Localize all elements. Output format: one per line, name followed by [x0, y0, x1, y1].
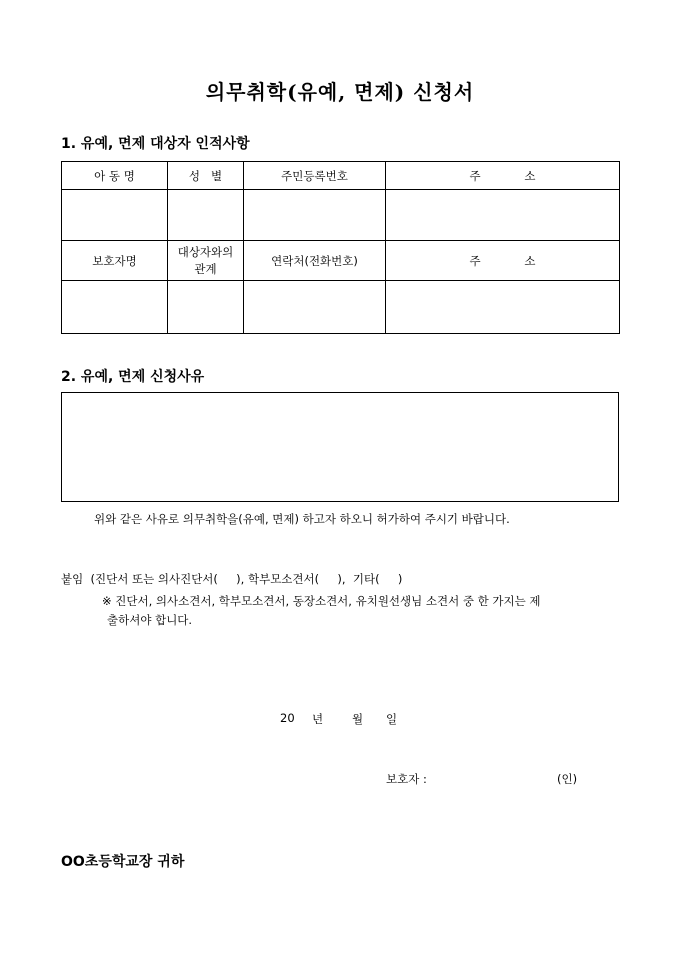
header-child-name: 아 동 명	[62, 162, 168, 190]
attachment-note-line2: 출하셔야 합니다.	[107, 613, 193, 627]
date-month: 월	[352, 712, 364, 726]
gender-cell[interactable]	[168, 190, 244, 241]
child-name-cell[interactable]	[62, 190, 168, 241]
guardian-address-cell[interactable]	[386, 281, 620, 334]
header-resident-number: 주민등록번호	[244, 162, 386, 190]
header-contact: 연락처(전화번호)	[244, 241, 386, 281]
header-relationship-text: 대상자와의 관계	[177, 244, 234, 276]
request-statement: 위와 같은 사유로 의무취학을(유예, 면제) 하고자 하오니 허가하여 주시기 바랍니다.	[94, 512, 510, 526]
table-row	[62, 281, 620, 334]
section1-heading: 1. 유예, 면제 대상자 인적사항	[61, 136, 250, 152]
header-guardian-address: 주 소	[386, 241, 620, 281]
resident-number-cell[interactable]	[244, 190, 386, 241]
date-year: 년	[312, 712, 324, 726]
attachment-line: 붙임 (진단서 또는 의사진단서( ), 학부모소견서( ), 기타( )	[61, 572, 403, 586]
reason-input-box[interactable]	[61, 392, 619, 502]
addressee: OO초등학교장 귀하	[61, 854, 185, 870]
table-row	[62, 241, 620, 281]
contact-cell[interactable]	[244, 281, 386, 334]
section2-heading: 2. 유예, 면제 신청사유	[61, 369, 205, 385]
table-row	[62, 162, 620, 190]
header-relationship	[168, 241, 244, 281]
personal-info-table	[61, 161, 620, 334]
date-day: 일	[386, 712, 398, 726]
header-guardian-name: 보호자명	[62, 241, 168, 281]
page-title: 의무취학(유예, 면제) 신청서	[205, 80, 475, 104]
attachment-note-line1: ※ 진단서, 의사소견서, 학부모소견서, 동장소견서, 유치원선생님 소견서 중 한 가지는 제	[102, 594, 541, 608]
guardian-signature-label: 보호자 :	[386, 772, 427, 786]
header-address: 주 소	[386, 162, 620, 190]
guardian-name-cell[interactable]	[62, 281, 168, 334]
seal-mark: (인)	[557, 772, 578, 786]
header-gender: 성 별	[168, 162, 244, 190]
table-row	[62, 190, 620, 241]
date-year-prefix: 20	[280, 711, 295, 725]
address-cell[interactable]	[386, 190, 620, 241]
relationship-cell[interactable]	[168, 281, 244, 334]
